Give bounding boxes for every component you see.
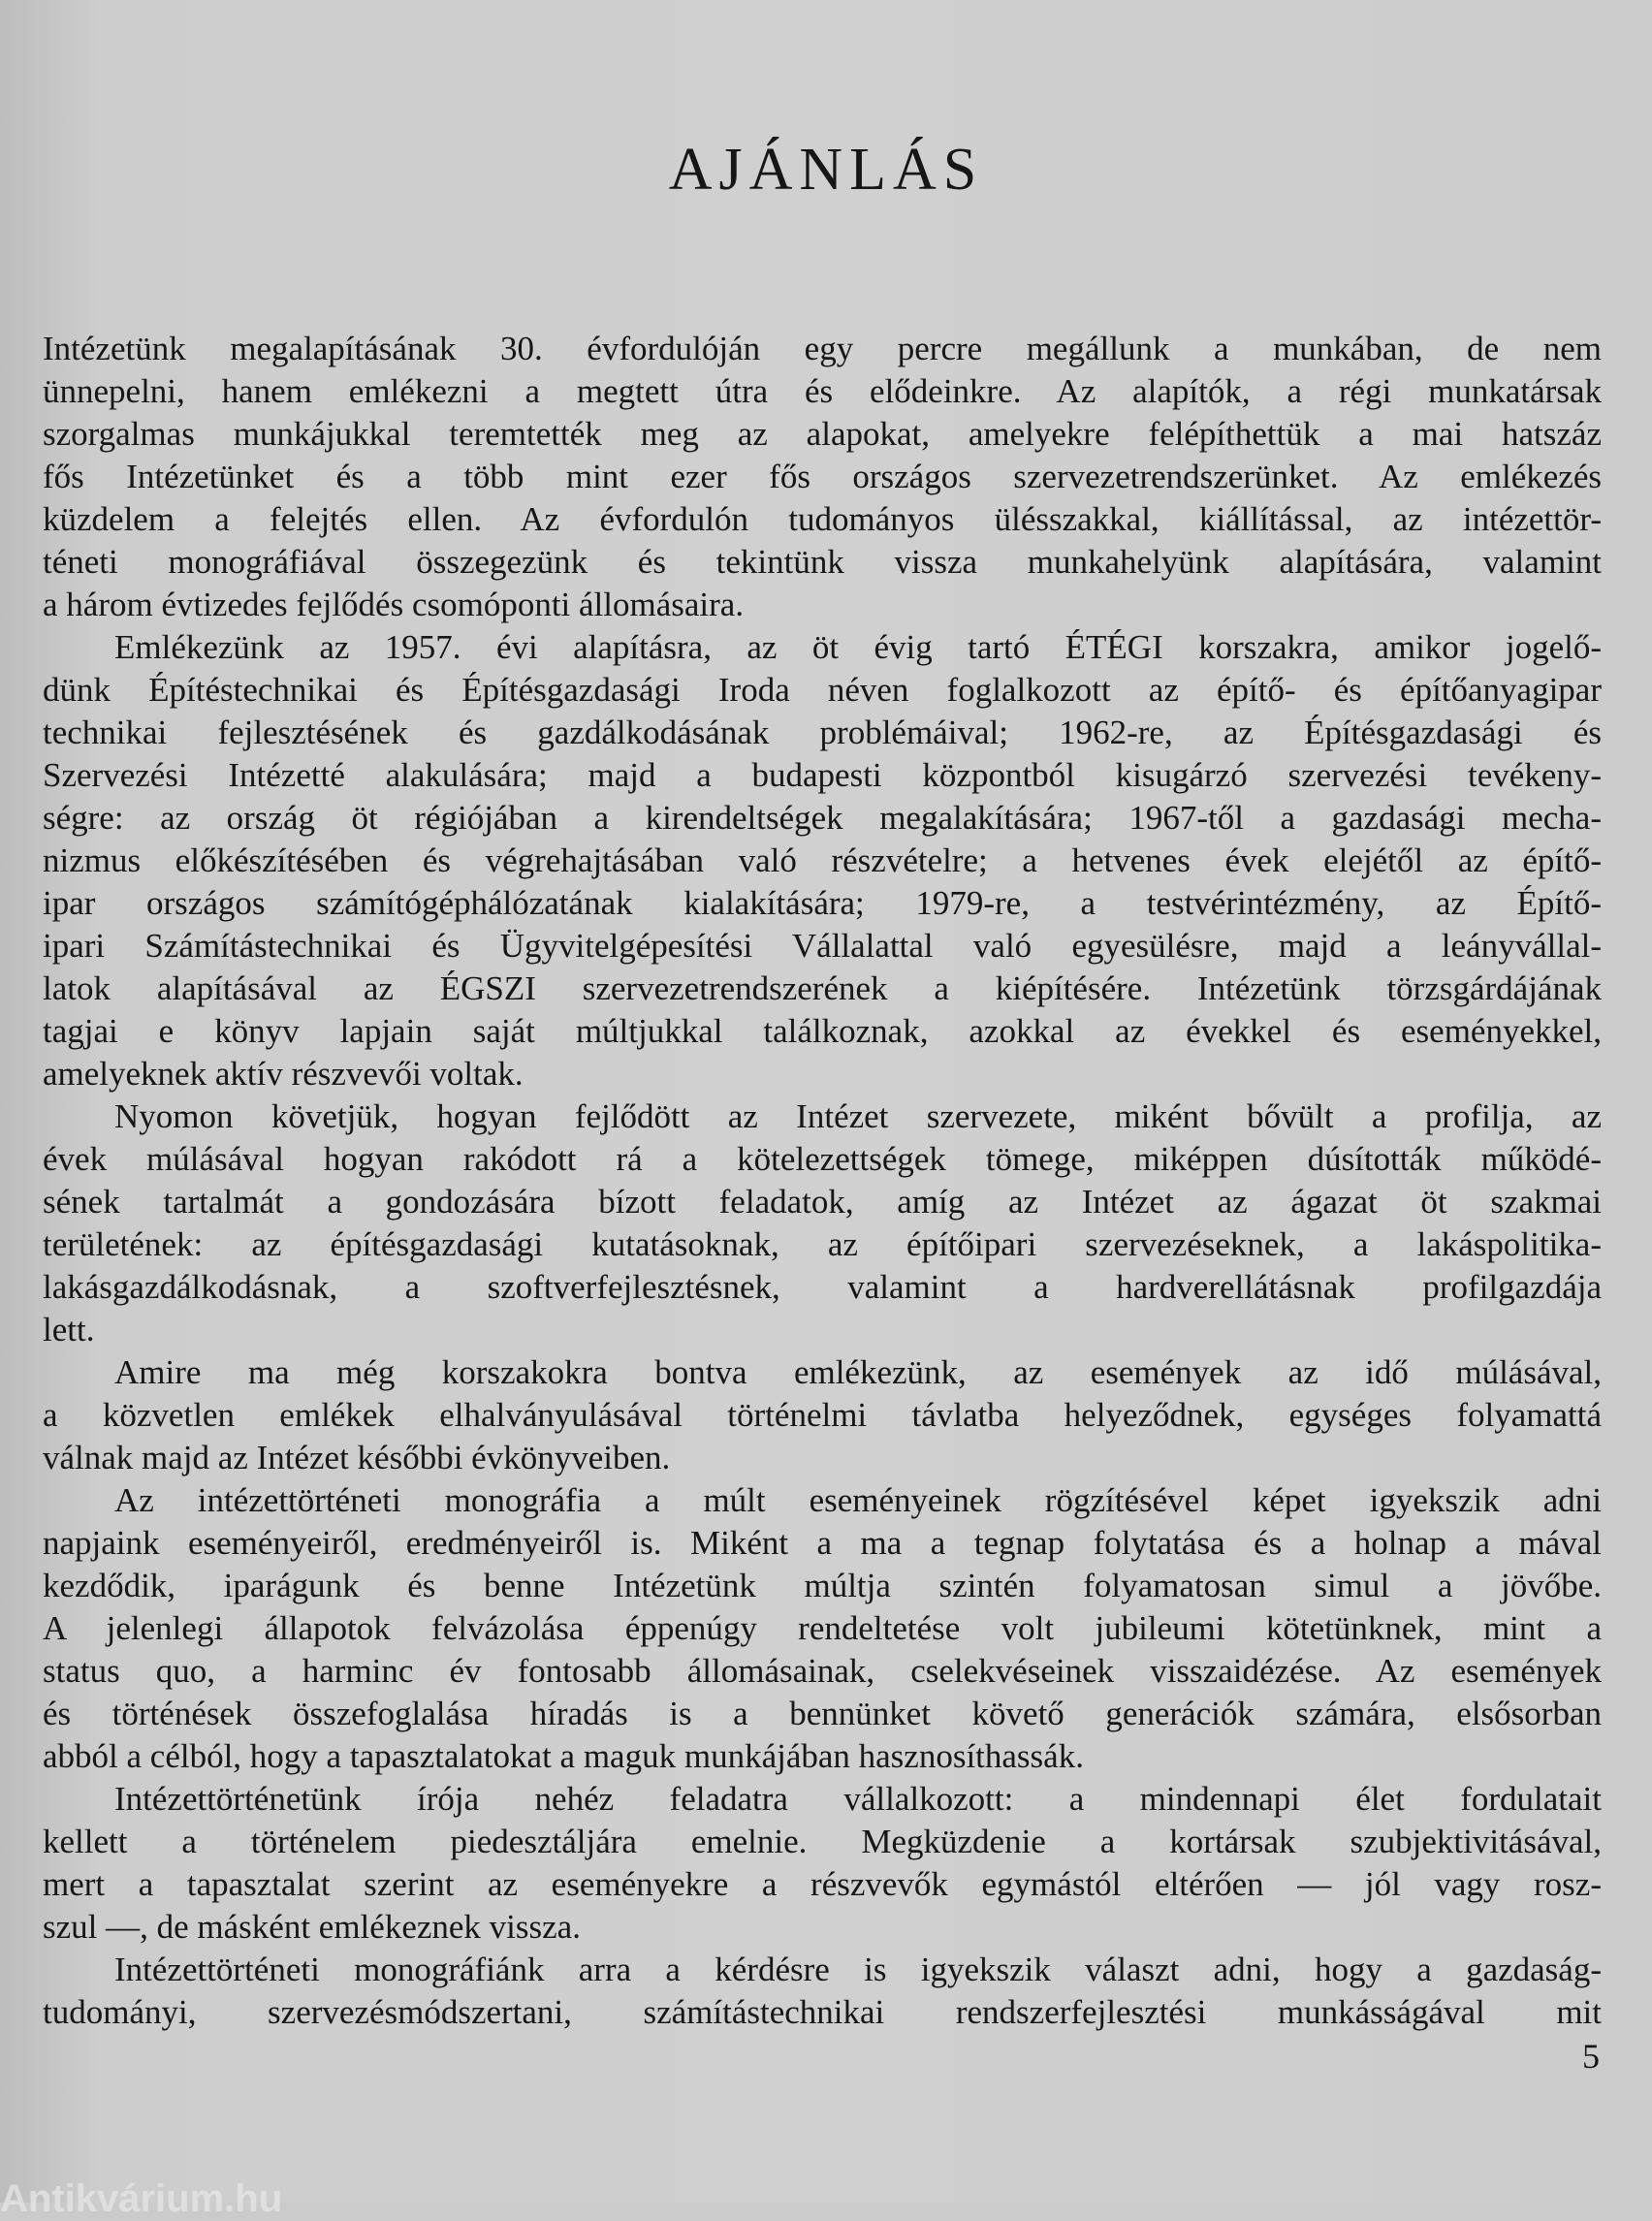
text-line: Intézettörténetünk írója nehéz feladatra vállalkozott: a mindennapi élet fordulatait — [114, 1780, 1602, 1818]
text-line: lakásgazdálkodásnak, a szoftverfejlesztésnek, valamint a hardverellátásnak profilgazdája — [43, 1268, 1602, 1306]
text-line: Intézettörténeti monográfiánk arra a kérdésre is igyekszik választ adni, hogy a gazdaság- — [114, 1951, 1602, 1988]
text-line: sének tartalmát a gondozására bízott feladatok, amíg az Intézet az ágazat öt szakmai — [43, 1183, 1602, 1221]
text-line: A jelenlegi állapotok felvázolása éppenúgy rendeltetése volt jubileumi kötetünknek, mint a — [43, 1609, 1602, 1647]
page-title: AJÁNLÁS — [668, 137, 984, 203]
watermark: Antikvárium.hu — [0, 2177, 283, 2220]
text-line: tagjai e könyv lapjain saját múltjukkal találkoznak, azokkal az évekkel és eseményekkel, — [43, 1012, 1602, 1050]
body-text — [43, 328, 1602, 2034]
text-line: nizmus előkészítésében és végrehajtásában való részvételre; a hetvenes évek elejétől az építő- — [43, 841, 1602, 879]
text-line: lett. — [43, 1311, 95, 1348]
paragraph — [43, 1351, 1602, 1479]
text-line: Intézetünk megalapításának 30. évfordulóján egy percre megállunk a munkában, de nem — [43, 330, 1602, 367]
text-line: a három évtizedes fejlődés csomóponti állomásaira. — [43, 586, 745, 623]
text-line: Amire ma még korszakokra bontva emlékezünk, az események az idő múlásával, — [114, 1353, 1602, 1391]
text-line: területének: az építésgazdasági kutatásoknak, az építőipari szervezéseknek, a lakáspolitika- — [43, 1225, 1602, 1263]
paragraph — [43, 626, 1602, 1095]
text-line: mert a tapasztalat szerint az eseményekre a részvevők egymástól eltérően — jól vagy rosz- — [43, 1865, 1602, 1903]
text-line: téneti monográfiával összegezünk és tekintünk vissza munkahelyünk alapítására, valamint — [43, 543, 1602, 581]
text-line: napjaink eseményeiről, eredményeiről is. Miként a ma a tegnap folytatása és a holnap a mával — [43, 1524, 1602, 1562]
text-line: válnak majd az Intézet későbbi évkönyveiben. — [43, 1439, 671, 1476]
paragraph — [43, 1095, 1602, 1351]
paragraph — [43, 1778, 1602, 1949]
text-line: Nyomon követjük, hogyan fejlődött az Intézet szervezete, miként bővült a profilja, az — [114, 1097, 1602, 1135]
text-line: szorgalmas munkájukkal teremtették meg az alapokat, amelyekre felépíthettük a mai hatszáz — [43, 415, 1602, 453]
text-line: évek múlásával hogyan rakódott rá a kötelezettségek tömege, miképpen dúsították működé- — [43, 1140, 1602, 1178]
text-line: a közvetlen emlékek elhalványulásával történelmi távlatba helyeződnek, egységes folyamattá — [43, 1396, 1602, 1434]
text-line: küzdelem a felejtés ellen. Az évfordulón tudományos ülésszakkal, kiállítással, az intézettör- — [43, 500, 1602, 538]
text-line: és történések összefoglalása híradás is a bennünket követő generációk számára, elsősorban — [43, 1695, 1602, 1732]
paragraph — [43, 328, 1602, 626]
text-line: amelyeknek aktív részvevői voltak. — [43, 1055, 524, 1093]
text-line: Az intézettörténeti monográfia a múlt eseményeinek rögzítésével képet igyekszik adni — [114, 1481, 1602, 1519]
text-line: ipari Számítástechnikai és Ügyvitelgépesítési Vállalattal való egyesülésre, majd a leányvállal- — [43, 927, 1602, 965]
text-line: fős Intézetünket és a több mint ezer fős országos szervezetrendszerünket. Az emlékezés — [43, 458, 1602, 495]
text-line: Emlékezünk az 1957. évi alapításra, az öt évig tartó ÉTÉGI korszakra, amikor jogelő- — [114, 628, 1602, 666]
text-line: latok alapításával az ÉGSZI szervezetrendszerének a kiépítésére. Intézetünk törzsgárdájának — [43, 969, 1602, 1007]
text-line: ipar országos számítógéphálózatának kialakítására; 1979-re, a testvérintézmény, az Építő- — [43, 884, 1602, 922]
text-line: dünk Építéstechnikai és Építésgazdasági Iroda néven foglalkozott az építő- és építőanyagipar — [43, 671, 1602, 709]
paragraph — [43, 1479, 1602, 1778]
text-line: kezdődik, iparágunk és benne Intézetünk múltja szintén folyamatosan simul a jövőbe. — [43, 1567, 1602, 1604]
text-line: abból a célból, hogy a tapasztalatokat a maguk munkájában hasznosíthassák. — [43, 1737, 1084, 1775]
paragraph — [43, 1949, 1602, 2034]
text-line: technikai fejlesztésének és gazdálkodásának problémáival; 1962-re, az Építésgazdasági és — [43, 714, 1602, 751]
page-number: 5 — [1582, 2037, 1600, 2076]
text-line: kellett a történelem piedesztáljára emelnie. Megküzdenie a kortársak szubjektivitásával, — [43, 1823, 1602, 1860]
text-line: ünnepelni, hanem emlékezni a megtett útra és elődeinkre. Az alapítók, a régi munkatársak — [43, 372, 1602, 410]
text-line: Szervezési Intézetté alakulására; majd a budapesti központból kisugárzó szervezési tevékeny- — [43, 756, 1602, 794]
text-line: szul —, de másként emlékeznek vissza. — [43, 1908, 581, 1946]
text-line: status quo, a harminc év fontosabb állomásainak, cselekvéseinek visszaidézése. Az események — [43, 1652, 1602, 1690]
text-line: ségre: az ország öt régiójában a kirendeltségek megalakítására; 1967-től a gazdasági mecha- — [43, 799, 1602, 837]
text-line: tudományi, szervezésmódszertani, számítástechnikai rendszerfejlesztési munkásságával mit — [43, 1993, 1602, 2031]
